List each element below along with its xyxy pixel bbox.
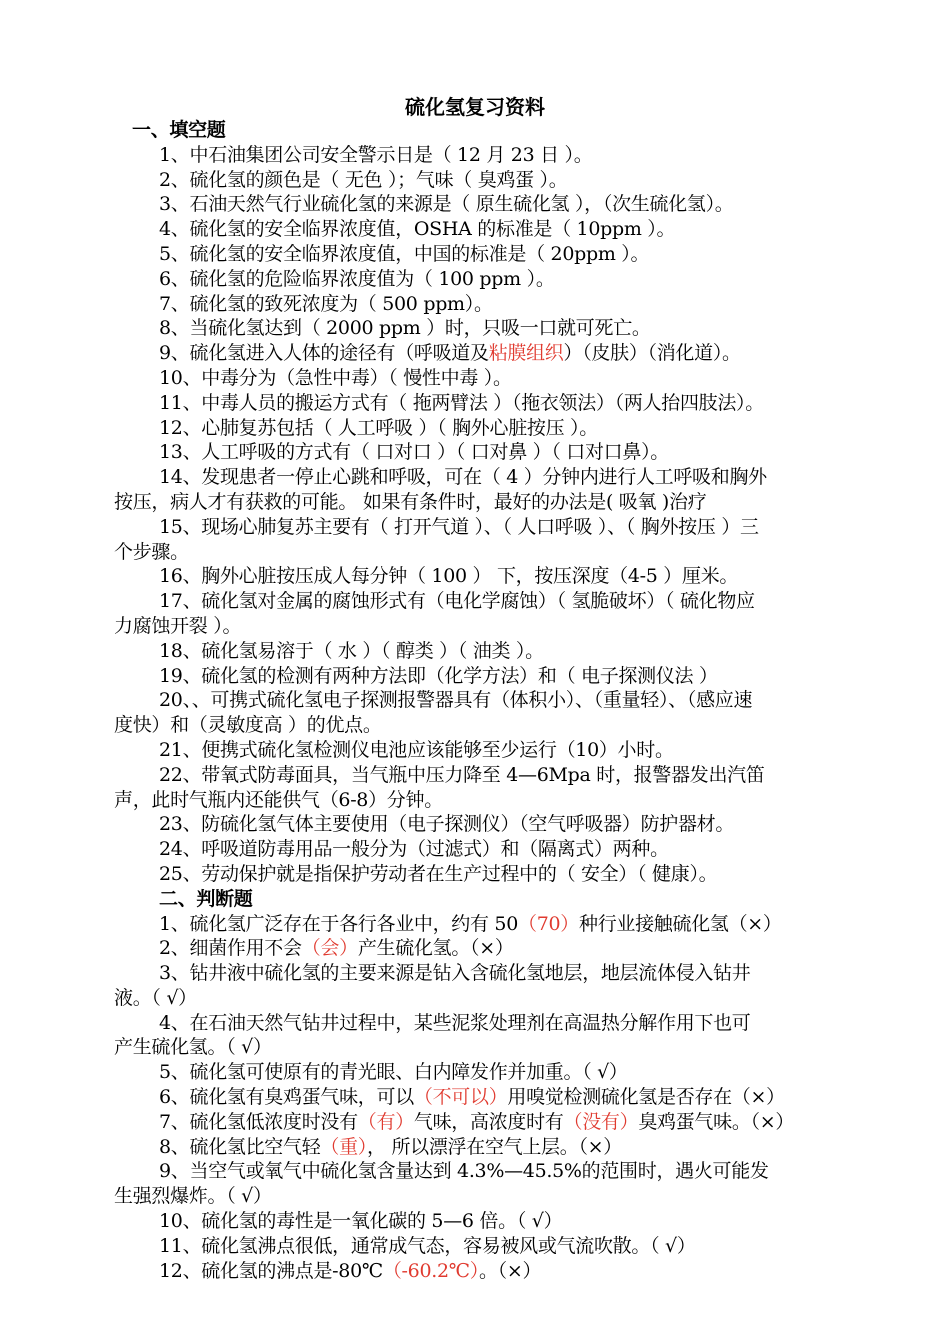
fill-question-5: 5、硫化氢的安全临界浓度值，中国的标准是（ 20ppm ）。 [159,242,650,265]
fill-question-24: 24、呼吸道防毒用品一般分为（过滤式）和（隔离式）两种。 [159,838,669,861]
fill-question-17-line2: 力腐蚀开裂 ）。 [114,614,242,637]
judge-question-3-line2: 液。（ √） [114,986,197,1009]
document-title: 硫化氢复习资料 [405,95,545,119]
fill-question-10: 10、中毒分为（急性中毒）（ 慢性中毒 ）。 [159,366,512,389]
fill-question-14-line1: 14、发现患者一停止心跳和呼吸，可在（ 4 ）分钟内进行人工呼吸和胸外 [159,466,767,489]
judge-question-12: 12、硫化氢的沸点是-80℃（-60.2℃）。（×） [159,1259,542,1282]
judge-question-5: 5、硫化氢可使原有的青光眼、白内障发作并加重。（ √） [159,1061,628,1084]
fill-question-6: 6、硫化氢的危险临界浓度值为（ 100 ppm ）。 [159,267,555,290]
correction-text: （不可以） [413,1086,508,1109]
fill-question-15-line1: 15、现场心肺复苏主要有（ 打开气道 ）、（ 人口呼吸 ）、（ 胸外按压 ）三 [159,515,759,538]
fill-question-16: 16、胸外心脏按压成人每分钟（ 100 ） 下，按压深度（4-5 ）厘米。 [159,565,739,588]
fill-question-11: 11、中毒人员的搬运方式有（ 拖两臂法 ）（拖衣领法）（两人抬四肢法）。 [159,391,764,414]
correction-text: （-60.2℃） [382,1259,479,1282]
judge-question-9-line2: 生强烈爆炸。（ √） [114,1185,272,1208]
fill-question-18: 18、硫化氢易溶于（ 水 ）（ 醇类 ）（ 油类 ）。 [159,639,544,662]
fill-question-4: 4、硫化氢的安全临界浓度值，OSHA 的标准是（ 10ppm ）。 [159,218,676,241]
judge-question-10: 10、硫化氢的毒性是一氧化碳的 5—6 倍。（ √） [159,1210,563,1233]
judge-question-8: 8、硫化氢比空气轻（重）， 所以漂浮在空气上层。（×） [159,1135,622,1158]
fill-question-15-line2: 个步骤。 [114,540,189,563]
judge-question-1: 1、硫化氢广泛存在于各行各业中，约有 50（70）种行业接触硫化氢（×） [159,912,782,935]
correction-text: （重） [320,1135,367,1158]
judge-question-3-line1: 3、钻井液中硫化氢的主要来源是钻入含硫化氢地层，地层流体侵入钻井 [159,962,751,985]
section-heading-fill: 一、填空题 [132,119,226,141]
fill-question-13: 13、人工呼吸的方式有（ 口对口 ）（ 口对鼻 ）（ 口对口鼻）。 [159,441,669,464]
judge-question-4-line1: 4、在石油天然气钻井过程中，某些泥浆处理剂在高温热分解作用下也可 [159,1011,751,1034]
correction-text: （会） [301,937,358,960]
section-heading-judge: 二、判断题 [159,887,253,910]
fill-question-20-line1: 20、、可携式硫化氢电子探测报警器具有（体积小）、（重量轻）、（感应速 [159,689,753,712]
judge-question-4-line2: 产生硫化氢。（ √） [114,1036,272,1059]
judge-question-9-line1: 9、当空气或氧气中硫化氢含量达到 4.3%—45.5%的范围时，遇火可能发 [159,1160,769,1183]
correction-text: （有） [357,1110,414,1133]
fill-question-25: 25、劳动保护就是指保护劳动者在生产过程中的（ 安全）（ 健康）。 [159,862,718,885]
fill-question-12: 12、心肺复苏包括（ 人工呼吸 ）（ 胸外心脏按压 ）。 [159,416,598,439]
fill-question-9: 9、硫化氢进入人体的途径有（呼吸道及粘膜组织）（皮肤）（消化道）。 [159,342,741,365]
fill-question-7: 7、硫化氢的致死浓度为（ 500 ppm）。 [159,292,493,315]
fill-question-14-line2: 按压，病人才有获救的可能。 如果有条件时，最好的办法是( 吸氧 )治疗 [114,490,707,513]
fill-question-20-line2: 度快）和（灵敏度高 ）的优点。 [114,714,382,737]
fill-question-3: 3、石油天然气行业硫化氢的来源是（ 原生硫化氢 ），（次生硫化氢）。 [159,193,734,216]
judge-question-6: 6、硫化氢有臭鸡蛋气味，可以（不可以）用嗅觉检测硫化氢是否存在（×） [159,1086,785,1109]
fill-question-2: 2、硫化氢的颜色是（ 无色 ）；气味（ 臭鸡蛋 ）。 [159,168,568,191]
fill-question-21: 21、便携式硫化氢检测仪电池应该能够至少运行（10）小时。 [159,738,674,761]
fill-question-19: 19、硫化氢的检测有两种方法即（化学方法）和（ 电子探测仪法 ） [159,664,718,687]
fill-question-22-line1: 22、带氧式防毒面具，当气瓶中压力降至 4—6Mpa 时，报警器发出汽笛 [159,763,765,786]
fill-question-1: 1、中石油集团公司安全警示日是（ 12 月 23 日 ）。 [159,143,593,166]
judge-question-11: 11、硫化氢沸点很低，通常成气态，容易被风或气流吹散。（ √） [159,1234,696,1257]
judge-question-7: 7、硫化氢低浓度时没有（有）气味，高浓度时有（没有）臭鸡蛋气味。（×） [159,1110,795,1133]
fill-question-23: 23、防硫化氢气体主要使用（电子探测仪）（空气呼吸器）防护器材。 [159,813,735,836]
correction-text: （没有） [563,1110,639,1133]
correction-text: （70） [518,912,579,935]
document-body [114,118,850,1283]
fill-question-22-line2: 声，此时气瓶内还能供气（6-8）分钟。 [114,788,443,811]
correction-text: 粘膜组织 [488,342,564,365]
judge-question-2: 2、细菌作用不会（会）产生硫化氢。（×） [159,937,514,960]
fill-question-8: 8、当硫化氢达到（ 2000 ppm ）时，只吸一口就可死亡。 [159,317,651,340]
fill-question-17-line1: 17、硫化氢对金属的腐蚀形式有（电化学腐蚀）（ 氢脆破坏）（ 硫化物应 [159,590,755,613]
